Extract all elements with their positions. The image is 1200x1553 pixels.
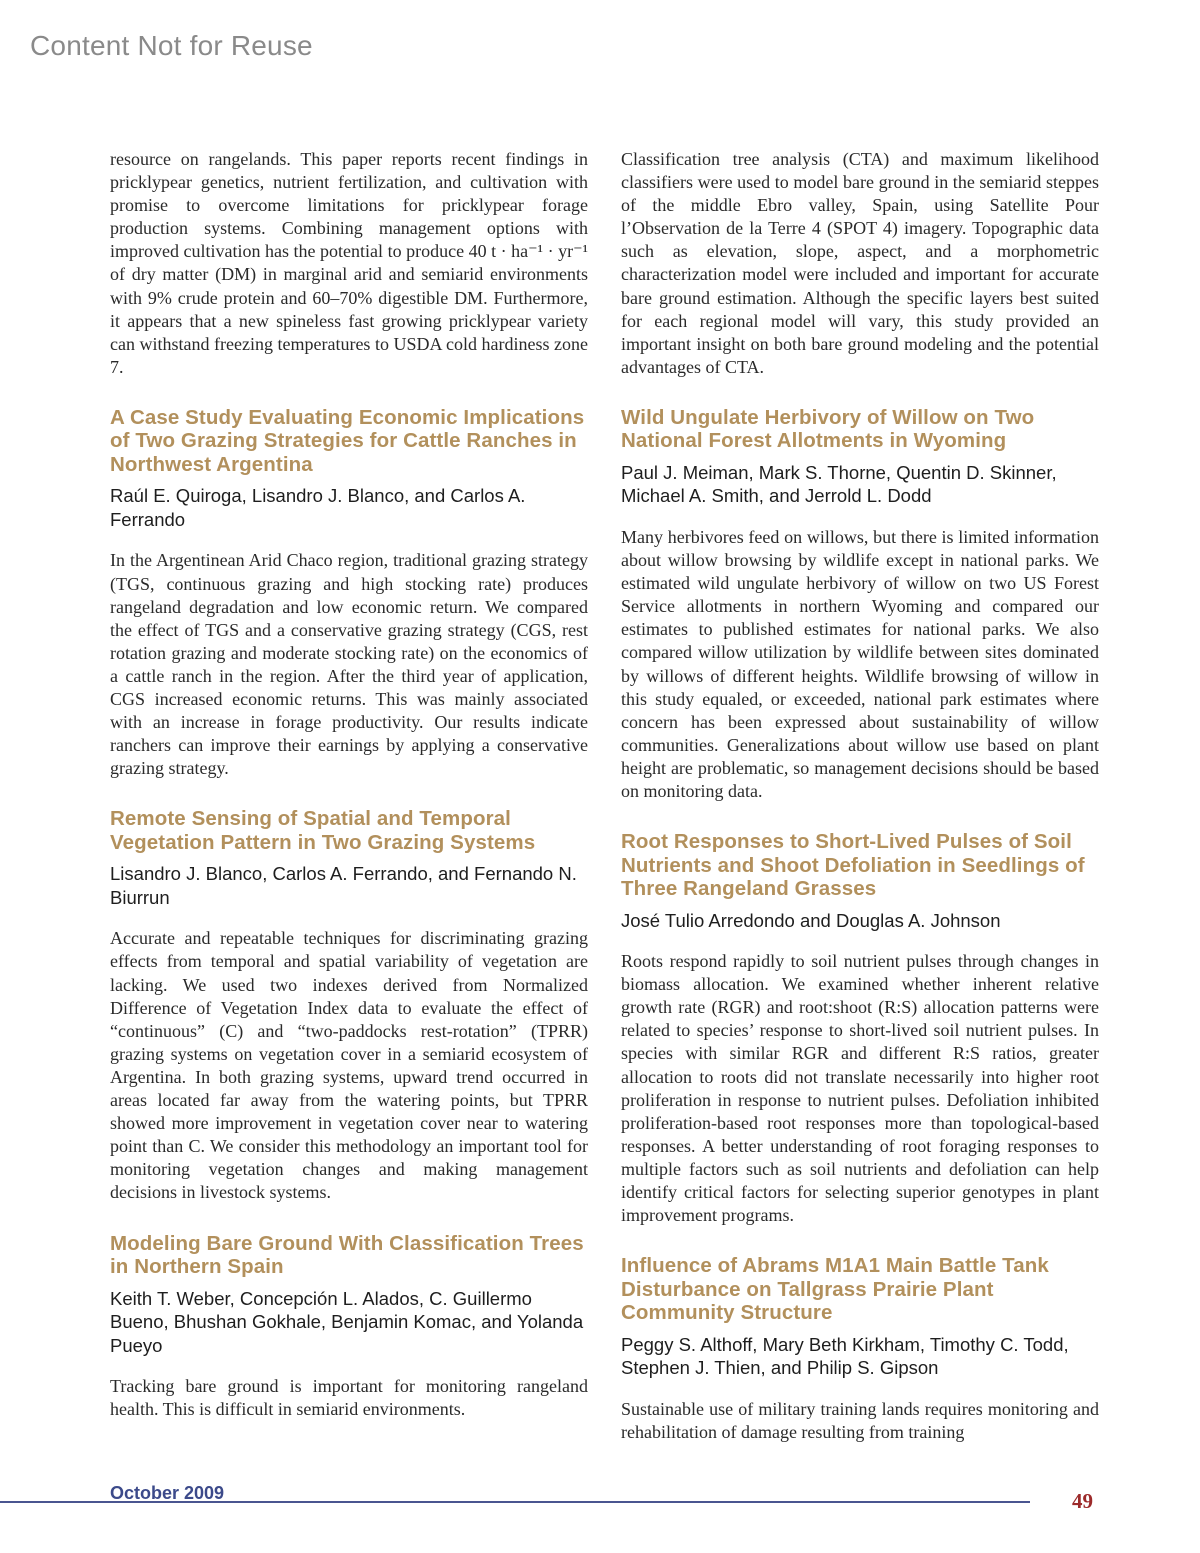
article-authors: Peggy S. Althoff, Mary Beth Kirkham, Timothy C. Todd, Stephen J. Thien, and Philip S. Gipson	[621, 1333, 1069, 1379]
article-authors: Raúl E. Quiroga, Lisandro J. Blanco, and Carlos A. Ferrando	[110, 485, 526, 530]
continued-abstract: resource on rangelands. This paper reports recent findings in pricklypear genetics, nutrient fertilization, and cultivation with promise to overcome limitations for pricklypear forage production systems. Combining management options with improved cultivation has the potential to produce 40 t · ha⁻¹ · yr⁻¹ of dry matter (DM) in marginal arid and semiarid environments with 9% crude protein and 60–70% digestible DM. Furthermore, it appears that a new spineless fast growing pricklypear variety can withstand freezing temperatures to USDA cold hardiness zone 7.	[110, 149, 588, 377]
page-number: 49	[1072, 1489, 1093, 1513]
article-authors: Lisandro J. Blanco, Carlos A. Ferrando, and Fernando N. Biurrun	[110, 863, 577, 908]
article	[621, 1254, 1099, 1444]
article-title: Modeling Bare Ground With Classification Trees in Northern Spain	[110, 1231, 584, 1278]
article	[110, 807, 588, 1204]
article-authors: Keith T. Weber, Concepción L. Alados, C. Guillermo Bueno, Bhushan Gokhale, Benjamin Komac, and Yolanda Pueyo	[110, 1287, 584, 1356]
article-abstract: In the Argentinean Arid Chaco region, traditional grazing strategy (TGS, continuous grazing and high stocking rate) produces rangeland degradation and low economic return. We compared the effect of TGS and a conservative grazing strategy (CGS, rest rotation grazing and moderate stocking rate) on the economics of a cattle ranch in the region. After the third year of application, CGS increased economic returns. This was mainly associated with an increase in forage productivity. Our results indicate ranchers can improve their earnings by applying a conservative grazing strategy.	[110, 550, 588, 779]
right-column	[621, 148, 1099, 1444]
left-column	[110, 148, 588, 1421]
article-abstract: Sustainable use of military training lands requires monitoring and rehabilitation of damage resulting from training	[621, 1398, 1099, 1442]
article-title: Influence of Abrams M1A1 Main Battle Tank Disturbance on Tallgrass Prairie Plant Community Structure	[621, 1254, 1049, 1325]
article-authors: José Tulio Arredondo and Douglas A. Johnson	[621, 909, 1001, 931]
watermark: Content Not for Reuse	[30, 30, 313, 61]
article-title: A Case Study Evaluating Economic Implications of Two Grazing Strategies for Cattle Ranches in Northwest Argentina	[110, 405, 585, 476]
article-title: Wild Ungulate Herbivory of Willow on Two National Forest Allotments in Wyoming	[621, 405, 1035, 453]
article-abstract: Many herbivores feed on willows, but there is limited information about willow browsing by wildlife except in national parks. We estimated wild ungulate herbivory of willow on two US Forest Service allotments in northern Wyoming and compared our estimates to published estimates for national parks. We also compared willow utilization by wildlife between sites dominated by willows of different heights. Wildlife browsing of willow in this study equaled, or exceeded, national park estimates where concern has been expressed about sustainability of willow communities. Generalizations about willow use based on plant height are problematic, so management decisions should be based on monitoring data.	[621, 526, 1099, 801]
article	[110, 406, 588, 780]
continued-abstract: Classification tree analysis (CTA) and maximum likelihood classifiers were used to model bare ground in the semiarid steppes of the middle Ebro valley, Spain, using Satellite Pour l’Observation de la Terre 4 (SPOT 4) imagery. Topographic data such as elevation, slope, aspect, and a morphometric characterization model were included and important for accurate bare ground estimation. Although the specific layers best suited for each regional model will vary, this study provided an important insight on both bare ground modeling and the potential advantages of CTA.	[621, 149, 1099, 377]
article	[110, 1232, 588, 1422]
article-title: Remote Sensing of Spatial and Temporal Vegetation Pattern in Two Grazing Systems	[110, 807, 536, 854]
article-title: Root Responses to Short-Lived Pulses of Soil Nutrients and Shoot Defoliation in Seedlings of Three Rangeland Grasses	[621, 830, 1085, 901]
article-abstract: Tracking bare ground is important for monitoring rangeland health. This is difficult in semiarid environments.	[110, 1376, 588, 1420]
article-authors: Paul J. Meiman, Mark S. Thorne, Quentin D. Skinner, Michael A. Smith, and Jerrold L. Dodd	[621, 461, 1057, 507]
article	[621, 406, 1099, 803]
article-abstract: Roots respond rapidly to soil nutrient pulses through changes in biomass allocation. We examined whether inherent relative growth rate (RGR) and root:shoot (R:S) allocation patterns were related to species’ response to short-lived soil nutrient pulses. In species with similar RGR and different R:S ratios, greater allocation to roots did not translate necessarily into higher root proliferation in response to nutrient pulses. Defoliation inhibited proliferation-based root responses more than topological-based responses. A better understanding of root foraging responses to multiple factors such as soil nutrients and defoliation can help identify critical factors for selecting superior genotypes in plant improvement programs.	[621, 951, 1099, 1226]
footer-date: October 2009	[110, 1483, 225, 1503]
article	[621, 830, 1099, 1227]
article-abstract: Accurate and repeatable techniques for discriminating grazing effects from temporal and spatial variability of vegetation are lacking. We used two indexes derived from Normalized Difference of Vegetation Index data to evaluate the effect of “continuous” (C) and “two-paddocks rest-rotation” (TPRR) grazing systems on vegetation cover in a semiarid ecosystem of Argentina. In both grazing systems, upward trend occurred in areas located far away from the watering points, but TPRR showed more improvement in vegetation cover near to watering point than C. We consider this methodology an important tool for monitoring vegetation changes and making management decisions in livestock systems.	[110, 928, 588, 1203]
